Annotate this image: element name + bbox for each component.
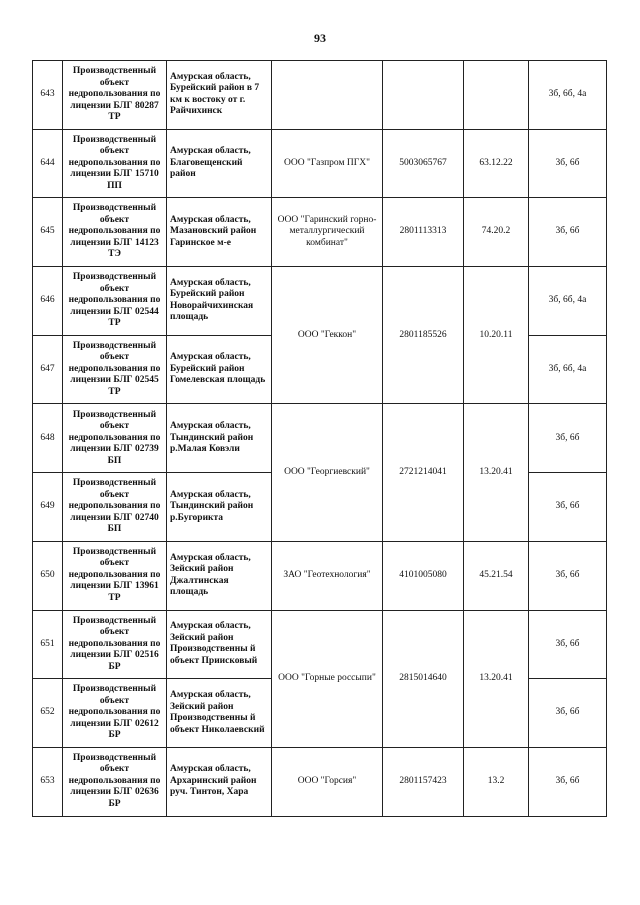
object-address: Амурская область, Тындинский район р.Малая Ковэли <box>167 404 272 473</box>
row-number: 650 <box>33 541 63 610</box>
operator-name: ЗАО "Геотехнология" <box>272 541 383 610</box>
object-name: Производственный объект недропользования по лицензии БЛГ 02544 ТР <box>63 267 167 336</box>
table-row <box>33 198 607 267</box>
object-name: Производственный объект недропользования по лицензии БЛГ 02516 БР <box>63 610 167 679</box>
object-address: Амурская область, Архаринский район руч. Тинтон, Хара <box>167 747 272 816</box>
object-address: Амурская область, Бурейский район Гомелевская площадь <box>167 335 272 404</box>
okved-code: 13.20.41 <box>464 610 529 747</box>
row-number: 653 <box>33 747 63 816</box>
object-address: Амурская область, Тындинский район р.Бугорикта <box>167 473 272 542</box>
row-number: 646 <box>33 267 63 336</box>
table-row <box>33 61 607 130</box>
hazard-classes: 3б, 6б <box>529 610 607 679</box>
operator-inn: 2801157423 <box>383 747 464 816</box>
operator-inn: 2801185526 <box>383 267 464 404</box>
row-number: 647 <box>33 335 63 404</box>
registry-table <box>32 60 607 817</box>
object-name: Производственный объект недропользования по лицензии БЛГ 15710 ПП <box>63 129 167 198</box>
object-address: Амурская область, Зейский район Производственны й объект Приисковый <box>167 610 272 679</box>
object-name: Производственный объект недропользования по лицензии БЛГ 14123 ТЭ <box>63 198 167 267</box>
object-name: Производственный объект недропользования по лицензии БЛГ 13961 ТР <box>63 541 167 610</box>
table-row <box>33 267 607 336</box>
hazard-classes: 3б, 6б <box>529 404 607 473</box>
object-name: Производственный объект недропользования по лицензии БЛГ 02740 БП <box>63 473 167 542</box>
table-row <box>33 541 607 610</box>
table-row <box>33 404 607 473</box>
row-number: 652 <box>33 679 63 748</box>
row-number: 645 <box>33 198 63 267</box>
operator-name: ООО "Газпром ПГХ" <box>272 129 383 198</box>
object-name: Производственный объект недропользования по лицензии БЛГ 80287 ТР <box>63 61 167 130</box>
row-number: 648 <box>33 404 63 473</box>
object-name: Производственный объект недропользования по лицензии БЛГ 02636 БР <box>63 747 167 816</box>
operator-name: ООО "Геккон" <box>272 267 383 404</box>
operator-name: ООО "Гаринский горно-металлургический комбинат" <box>272 198 383 267</box>
object-address: Амурская область, Зейский район Производственны й объект Николаевский <box>167 679 272 748</box>
okved-code: 63.12.22 <box>464 129 529 198</box>
okved-code: 45.21.54 <box>464 541 529 610</box>
operator-name <box>272 61 383 130</box>
hazard-classes: 3б, 6б <box>529 198 607 267</box>
object-address: Амурская область, Бурейский район Новорайчихинская площадь <box>167 267 272 336</box>
hazard-classes: 3б, 6б <box>529 129 607 198</box>
object-address: Амурская область, Благовещенский район <box>167 129 272 198</box>
hazard-classes: 3б, 6б <box>529 473 607 542</box>
hazard-classes: 3б, 6б <box>529 679 607 748</box>
operator-inn <box>383 61 464 130</box>
row-number: 643 <box>33 61 63 130</box>
operator-name: ООО "Георгиевский" <box>272 404 383 541</box>
row-number: 649 <box>33 473 63 542</box>
hazard-classes: 3б, 6б, 4а <box>529 61 607 130</box>
object-address: Амурская область, Зейский район Джалтинская площадь <box>167 541 272 610</box>
okved-code: 74.20.2 <box>464 198 529 267</box>
operator-inn: 5003065767 <box>383 129 464 198</box>
okved-code: 10.20.11 <box>464 267 529 404</box>
object-name: Производственный объект недропользования по лицензии БЛГ 02545 ТР <box>63 335 167 404</box>
operator-name: ООО "Горсия" <box>272 747 383 816</box>
operator-inn: 2721214041 <box>383 404 464 541</box>
okved-code: 13.2 <box>464 747 529 816</box>
hazard-classes: 3б, 6б, 4а <box>529 335 607 404</box>
operator-inn: 2801113313 <box>383 198 464 267</box>
table-row <box>33 129 607 198</box>
object-address: Амурская область, Бурейский район в 7 км к востоку от г. Райчихинск <box>167 61 272 130</box>
okved-code <box>464 61 529 130</box>
row-number: 651 <box>33 610 63 679</box>
hazard-classes: 3б, 6б, 4а <box>529 267 607 336</box>
hazard-classes: 3б, 6б <box>529 747 607 816</box>
operator-inn: 2815014640 <box>383 610 464 747</box>
okved-code: 13.20.41 <box>464 404 529 541</box>
operator-name: ООО "Горные россыпи" <box>272 610 383 747</box>
table-row <box>33 610 607 679</box>
hazard-classes: 3б, 6б <box>529 541 607 610</box>
object-name: Производственный объект недропользования по лицензии БЛГ 02739 БП <box>63 404 167 473</box>
page-number: 93 <box>314 31 326 45</box>
object-name: Производственный объект недропользования по лицензии БЛГ 02612 БР <box>63 679 167 748</box>
object-address: Амурская область, Мазановский район Гаринское м-е <box>167 198 272 267</box>
operator-inn: 4101005080 <box>383 541 464 610</box>
row-number: 644 <box>33 129 63 198</box>
table-row <box>33 747 607 816</box>
